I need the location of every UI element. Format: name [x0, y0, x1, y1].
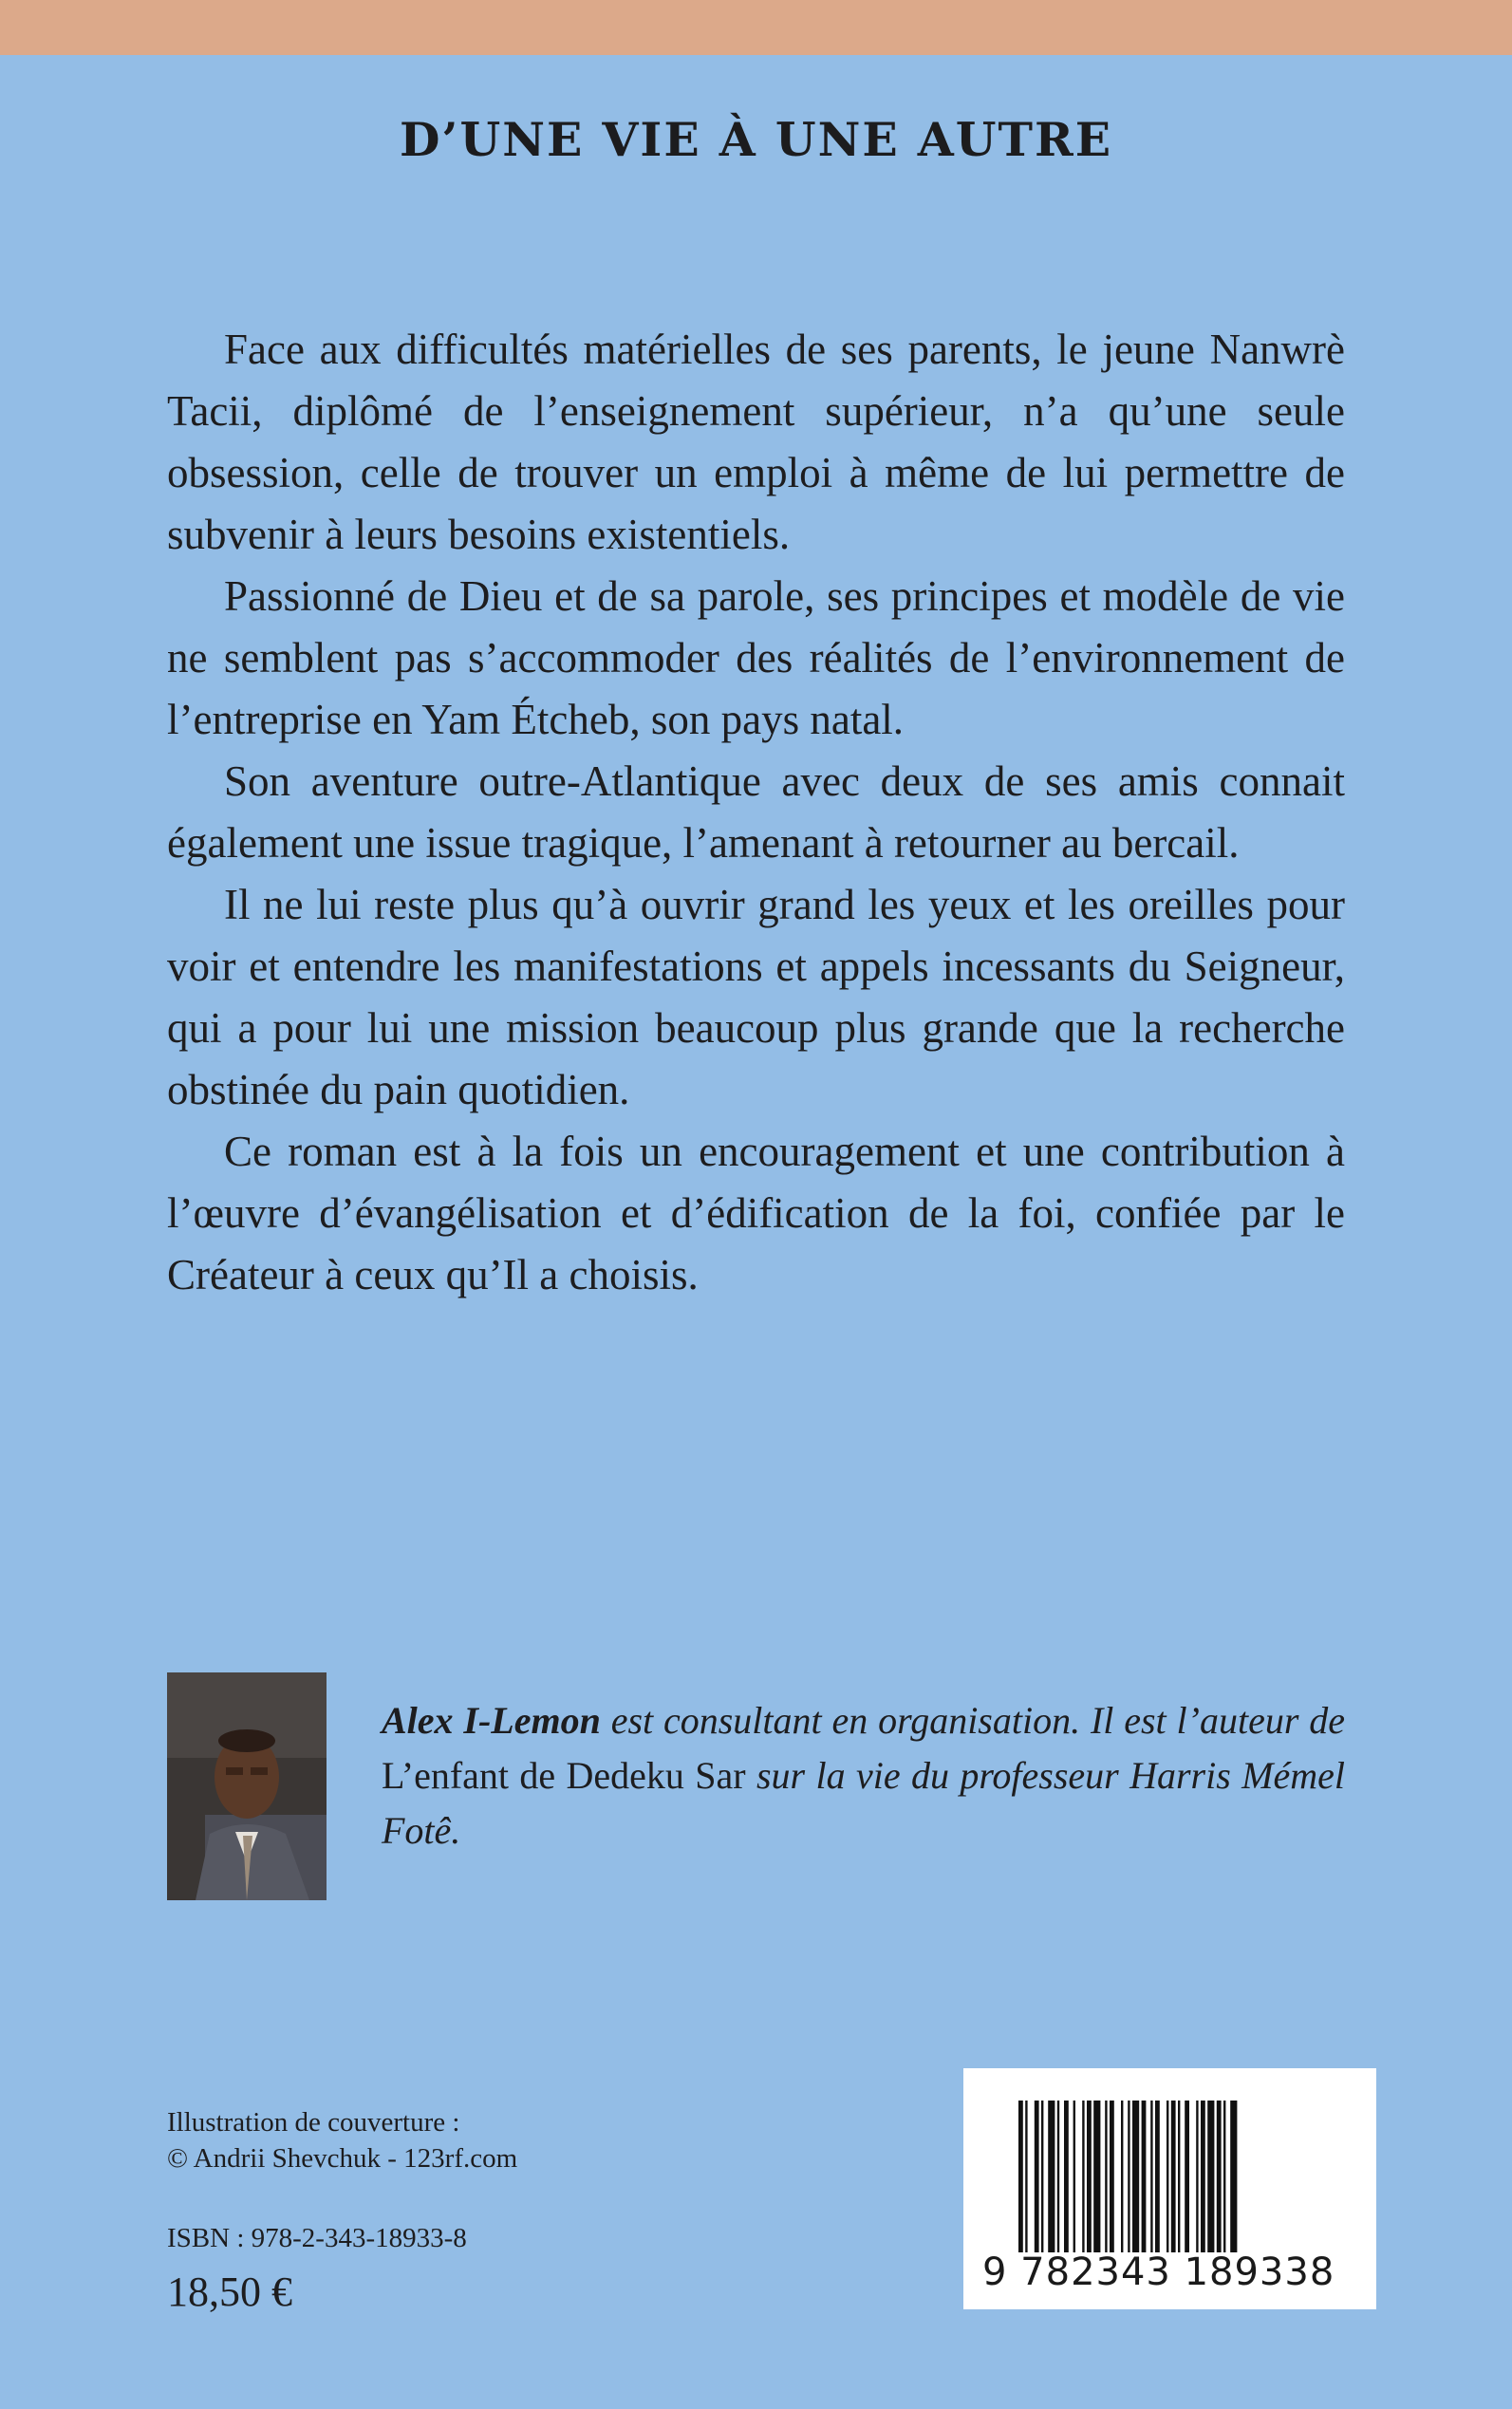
barcode-bar — [1073, 2101, 1075, 2252]
barcode-bar — [1025, 2101, 1027, 2252]
barcode-bar — [1035, 2101, 1039, 2252]
barcode-bar — [1196, 2101, 1198, 2252]
author-photo — [167, 1672, 327, 1900]
barcode-bar — [1093, 2101, 1100, 2252]
barcode-bar — [1041, 2101, 1043, 2252]
credit-line: © Andrii Shevchuk - 123rf.com — [167, 2143, 518, 2174]
synopsis-paragraph: Passionné de Dieu et de sa parole, ses principes et modèle de vie ne semblent pas s’accommoder des réalités de l’environnement de l’entreprise en Yam Étcheb, son pays natal. — [167, 572, 1345, 743]
barcode-bar — [1150, 2101, 1152, 2252]
barcode-bar — [1185, 2101, 1189, 2252]
barcode-bar — [1201, 2101, 1205, 2252]
price: 18,50 € — [167, 2269, 292, 2315]
book-title: D’UNE VIE À UNE AUTRE — [399, 112, 1113, 167]
barcode-bar — [1064, 2101, 1069, 2252]
barcode-bar — [1128, 2101, 1129, 2252]
barcode-bar — [1178, 2101, 1180, 2252]
author-portrait-icon — [167, 1672, 327, 1900]
synopsis-paragraph: Son aventure outre-Atlantique avec deux de ses amis connait également une issue tragique, l’amenant à retourner au bercail. — [167, 757, 1345, 867]
barcode-bar — [1121, 2101, 1123, 2252]
author-bio — [382, 1693, 1345, 1858]
barcode-bar — [1048, 2101, 1055, 2252]
synopsis-paragraph: Face aux difficultés matérielles de ses parents, le jeune Nanwrè Tacii, diplômé de l’enseignement supérieur, n’a qu’une seule obsession, celle de trouver un emploi à même de lui permettre de subvenir à leurs besoins existentiels. — [167, 326, 1345, 558]
barcode-bar — [1110, 2101, 1114, 2252]
barcode-bar — [1132, 2101, 1139, 2252]
isbn: ISBN : 978-2-343-18933-8 — [167, 2223, 467, 2253]
barcode-bar — [1057, 2101, 1059, 2252]
barcode — [963, 2068, 1376, 2309]
barcode-bar — [1223, 2101, 1225, 2252]
author-book-title: L’enfant de Dedeku Sar — [382, 1754, 746, 1797]
barcode-digits: 9 782343 189338 — [982, 2250, 1335, 2294]
synopsis-paragraph: Il ne lui reste plus qu’à ouvrir grand les yeux et les oreilles pour voir et entendre les manifestations et appels incessants du Seigneur, qui a pour lui une mission beaucoup plus grande que la recherche obstinée du pain quotidien. — [167, 881, 1345, 1113]
top-color-band — [0, 0, 1512, 55]
barcode-bar — [1207, 2101, 1214, 2252]
barcode-bar — [1155, 2101, 1160, 2252]
barcode-bar — [1171, 2101, 1176, 2252]
credit-line: Illustration de couverture : — [167, 2107, 460, 2138]
barcode-bar — [1217, 2101, 1222, 2252]
author-bio-text: est consultant en organisation. Il est l’auteur de — [600, 1699, 1346, 1742]
illustration-credit — [167, 2104, 517, 2176]
barcode-bar — [1142, 2101, 1147, 2252]
barcode-bar — [1087, 2101, 1092, 2252]
synopsis-paragraph: Ce roman est à la fois un encouragement et une contribution à l’œuvre d’évangélisation et d’édification de la foi, confiée par le Créateur à ceux qu’Il a choisis. — [167, 1128, 1345, 1298]
author-bio-text: sur la vie du professeur Harris Mémel Fotê. — [382, 1754, 1345, 1852]
barcode-bar — [1082, 2101, 1084, 2252]
barcode-bar — [1018, 2101, 1023, 2252]
barcode-bar — [1167, 2101, 1168, 2252]
barcode-bar — [1230, 2101, 1237, 2252]
synopsis — [167, 319, 1345, 1306]
author-name: Alex I-Lemon — [382, 1699, 601, 1742]
barcode-bar — [1105, 2101, 1107, 2252]
